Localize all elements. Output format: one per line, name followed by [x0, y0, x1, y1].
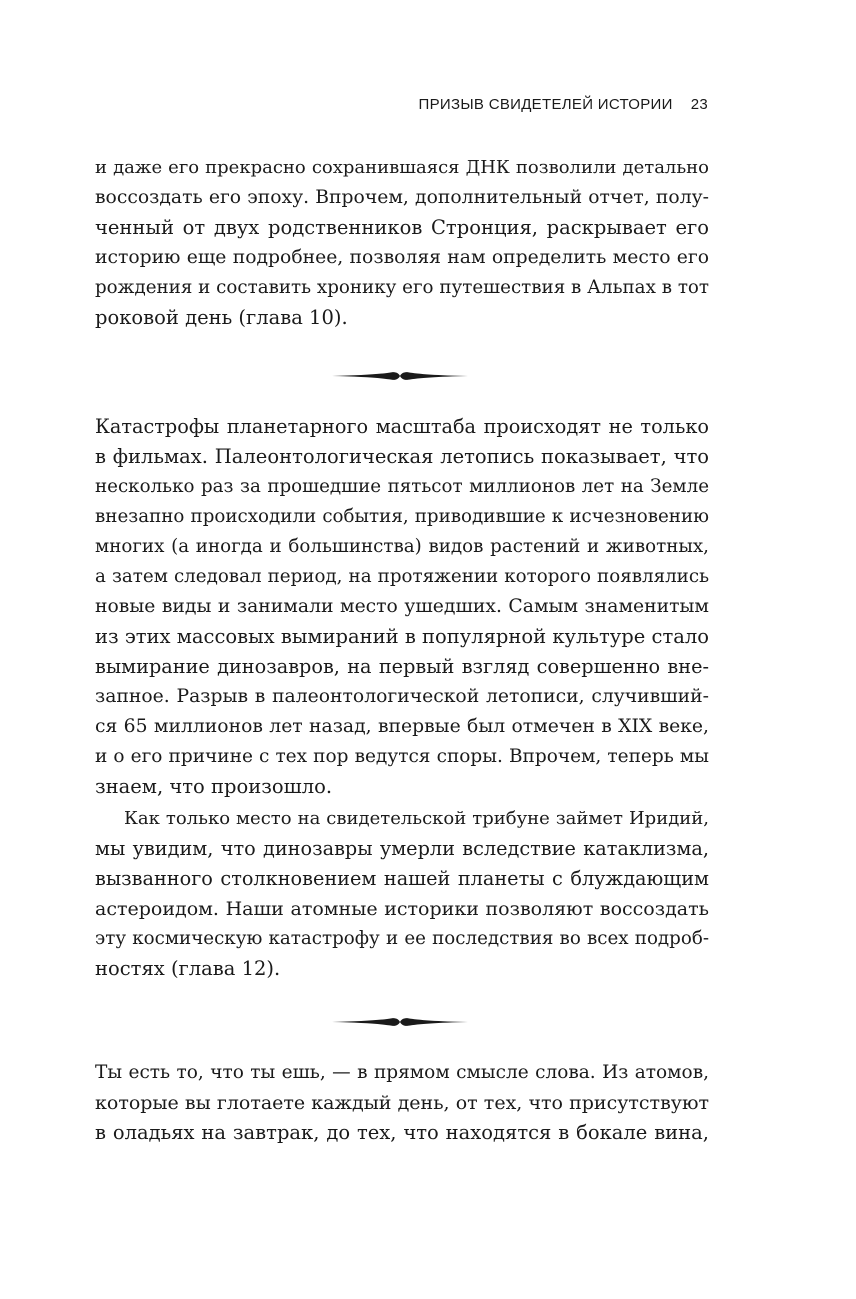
text-line: роковой день (глава 10).	[95, 306, 348, 329]
text-line: несколько раз за прошедшие пятьсот миллионов лет на Земле	[95, 476, 709, 497]
page-number: 23	[690, 96, 708, 113]
section-divider-ornament	[332, 1015, 468, 1029]
text-line: воссоздать его эпоху. Впрочем, дополнительный отчет, полу-	[95, 187, 709, 208]
text-line: ся 65 миллионов лет назад, впервые был отмечен в XIX веке,	[95, 716, 709, 737]
text-line: эту космическую катастрофу и ее последствия во всех подроб-	[95, 928, 709, 949]
running-title: ПРИЗЫВ СВИДЕТЕЛЕЙ ИСТОРИИ	[418, 96, 673, 113]
text-line: знаем, что произошло.	[95, 775, 333, 798]
text-line: и даже его прекрасно сохранившаяся ДНК позволили детально	[95, 157, 709, 178]
text-line: многих (а иногда и большинства) видов растений и животных,	[95, 536, 709, 557]
text-line: ченный от двух родственников Стронция, раскрывает его	[95, 216, 709, 239]
section-2-paragraph-2	[95, 804, 709, 984]
text-line: рождения и составить хронику его путешествия в Альпах в тот	[95, 277, 709, 298]
running-head	[419, 96, 708, 113]
text-line: Ты есть то, что ты ешь, — в прямом смысле слова. Из атомов,	[95, 1062, 709, 1083]
text-line: Катастрофы планетарного масштаба происходят не только	[95, 415, 709, 438]
text-line: новые виды и занимали место ушедших. Самым знаменитым	[95, 596, 709, 617]
text-line: историю еще подробнее, позволяя нам определить место его	[95, 247, 709, 268]
text-line: ностях (глава 12).	[95, 957, 281, 980]
text-line: вымирание динозавров, на первый взгляд совершенно вне-	[95, 655, 709, 678]
text-line: из этих массовых вымираний в популярной культуре стало	[95, 625, 709, 648]
text-line: а затем следовал период, на протяжении которого появлялись	[95, 566, 709, 587]
text-line: в оладьях на завтрак, до тех, что находятся в бокале вина,	[95, 1121, 709, 1144]
section-1-paragraph	[95, 153, 709, 333]
text-line: внезапно происходили события, приводившие к исчезновению	[95, 506, 709, 527]
text-line: астероидом. Наши атомные историки позволяют воссоздать	[95, 898, 709, 920]
text-line: и о его причине с тех пор ведутся споры. Впрочем, теперь мы	[95, 746, 709, 767]
section-3-paragraph	[95, 1058, 709, 1148]
text-line: вызванного столкновением нашей планеты с блуждающим	[95, 867, 709, 890]
text-line: в фильмах. Палеонтологическая летопись показывает, что	[95, 445, 709, 468]
text-line: запное. Разрыв в палеонтологической летописи, случивший-	[95, 686, 709, 707]
section-divider-ornament	[332, 369, 468, 383]
text-line: Как только место на свидетельской трибуне займет Иридий,	[124, 808, 709, 829]
section-2-paragraph-1	[95, 412, 709, 802]
text-line: которые вы глотаете каждый день, от тех, что присутствуют	[95, 1092, 709, 1114]
text-line: мы увидим, что динозавры умерли вследствие катаклизма,	[95, 837, 709, 860]
